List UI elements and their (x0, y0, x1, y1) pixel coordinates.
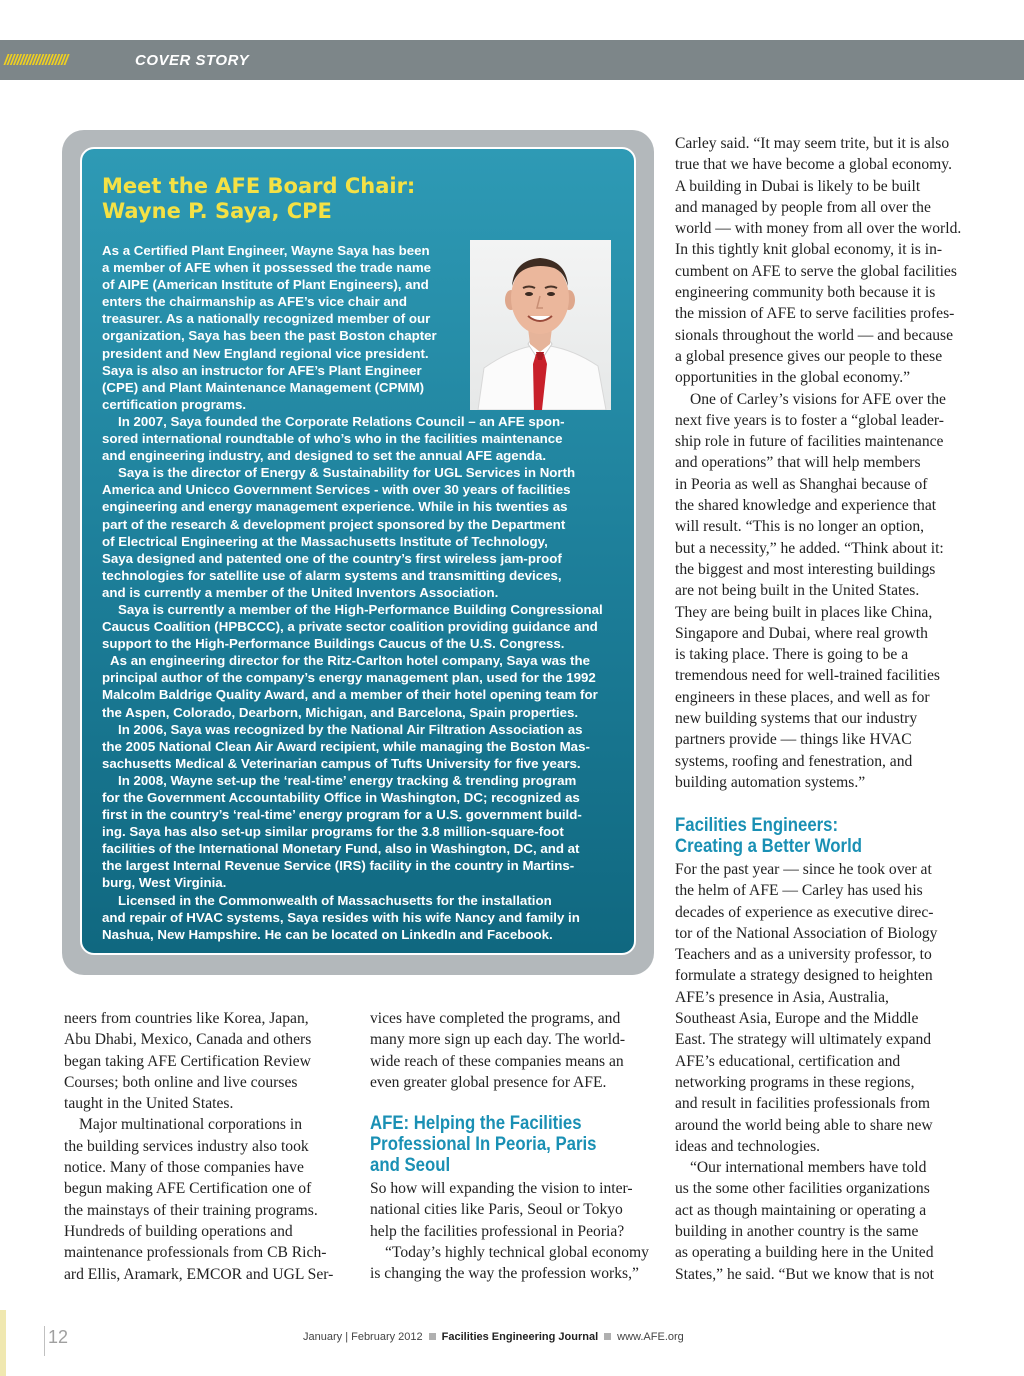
text-line: the mission of AFE to serve facilities profes- (675, 305, 955, 323)
text-line: Singapore and Dubai, where real growth (675, 624, 928, 642)
text-line: neers from countries like Korea, Japan, (64, 1010, 309, 1027)
text-line: wide reach of these companies means an (370, 1052, 624, 1070)
text-line: Saya is also an instructor for AFE’s Plant Engineer (102, 362, 422, 378)
body-column-2-bottom (370, 1178, 660, 1284)
text-line: true that we have become a global economy. (675, 156, 952, 174)
text-line: first in the country’s ‘real-time’ energy program for a U.S. government build- (102, 807, 582, 823)
text-line: “Today’s highly technical global economy (385, 1243, 649, 1261)
text-line: and managed by people from all over the (675, 198, 931, 216)
text-line: building automation systems.” (675, 773, 866, 791)
page-number: 12 (48, 1327, 69, 1347)
section-label: COVER STORY (135, 52, 250, 69)
text-line: facilities of the International Monetary Fund, also in Washington, DC, and at (102, 841, 580, 857)
text-line: engineering and energy management experience. While in his twenties as (102, 499, 568, 515)
footer-separator (604, 1333, 611, 1340)
text-line: sachusetts Medical & Veterinarian campus of Tufts University for five years. (102, 755, 581, 771)
text-line: cumbent on AFE to serve the global facilities (675, 262, 957, 280)
text-line: the biggest and most interesting buildings (675, 560, 936, 578)
text-line: act as though maintaining or operating a (675, 1201, 927, 1219)
edge-strip (0, 1310, 6, 1376)
body-column-3-bottom (675, 859, 975, 1285)
text-line: Abu Dhabi, Mexico, Canada and others (64, 1031, 312, 1049)
text-line: began taking AFE Certification Review (64, 1052, 311, 1070)
heading-line: AFE: Helping the Facilities (370, 1112, 582, 1134)
footer-separator (429, 1333, 436, 1340)
text-line: support to the High-Performance Buildings Caucus of the U.S. Congress. (102, 636, 565, 652)
text-line: around the world being able to share new (675, 1116, 933, 1134)
footer-url: www.AFE.org (617, 1331, 684, 1343)
text-line: Saya designed and patented one of the country’s first wireless jam-proof (102, 550, 562, 566)
text-line: ship role in future of facilities maintenance (675, 433, 944, 451)
text-line: As an engineering director for the Ritz-Carlton hotel company, Saya was the (110, 653, 591, 669)
footer-divider (44, 1326, 45, 1356)
text-line: the building services industry also took (64, 1137, 309, 1155)
text-line: will result. “This is no longer an option, (675, 518, 925, 536)
text-line: the mainstays of their training programs. (64, 1201, 318, 1219)
text-line: enters the chairmanship as AFE’s vice chair and (102, 294, 407, 310)
text-line: organization, Saya has been the past Boston chapter (102, 328, 437, 344)
text-line: national cities like Paris, Seoul or Tokyo (370, 1201, 623, 1219)
sidebar-title (102, 174, 622, 224)
text-line: as operating a building here in the United (675, 1244, 934, 1262)
text-line: is taking place. There is going to be a (675, 646, 909, 664)
text-line: burg, West Virginia. (102, 875, 227, 891)
text-line: a member of AFE when it possessed the trade name (102, 260, 432, 276)
text-line: help the facilities professional in Peoria? (370, 1222, 625, 1240)
text-line: Courses; both online and live courses (64, 1073, 298, 1091)
text-line: technologies for satellite use of alarm systems and transmitting devices, (102, 567, 562, 583)
text-line: Caucus Coalition (HPBCCC), a private sector coalition providing guidance and (102, 619, 598, 635)
text-line: president and New England regional vice president. (102, 345, 429, 361)
text-line: In this tightly knit global economy, it is in- (675, 241, 943, 259)
text-line: the largest Internal Revenue Service (IRS) facility in the country in Martins- (102, 858, 575, 874)
text-line: Southeast Asia, Europe and the Middle (675, 1010, 919, 1028)
text-line: building in another country is the same (675, 1223, 919, 1241)
text-line: for the Government Accountability Office in Washington, DC; recognized as (102, 790, 580, 805)
header-stripes: //////////////////// (4, 52, 68, 69)
text-line: ing. Saya has also set-up similar programs for the 3.8 million-square-foot (102, 824, 564, 840)
sidebar-title-line: Wayne P. Saya, CPE (102, 199, 332, 223)
body-column-1 (64, 1008, 354, 1285)
body-column-3-top (675, 133, 975, 793)
text-line: formulate a strategy designed to heighten (675, 967, 933, 985)
text-line: a global presence gives our people to these (675, 347, 943, 365)
text-line: the shared knowledge and experience that (675, 497, 937, 515)
text-line: and repair of HVAC systems, Saya resides with his wife Nancy and family in (102, 909, 580, 925)
text-line: vices have completed the programs, and (370, 1010, 621, 1027)
heading-line: Facilities Engineers: (675, 814, 839, 836)
text-line: AFE’s educational, certification and (675, 1052, 901, 1070)
text-line: and is currently a member of the United Inventors Association. (102, 584, 499, 600)
text-line: even greater global presence for AFE. (370, 1073, 607, 1091)
footer-info (303, 1331, 684, 1343)
text-line: systems, roofing and fenestration, and (675, 752, 913, 770)
text-line: many more sign up each day. The world- (370, 1031, 626, 1049)
text-line: of AIPE (American Institute of Plant Engineers), and (102, 277, 429, 293)
text-line: the helm of AFE — Carley has used his (675, 882, 923, 900)
text-line: in Peoria as well as Shanghai because of (675, 475, 928, 493)
text-line: Saya is the director of Energy & Sustainability for UGL Services in North (118, 465, 576, 481)
text-line: and engineering industry, and designed to set the annual AFE agenda. (102, 448, 547, 464)
text-line: certification programs. (102, 396, 247, 412)
text-line: In 2007, Saya founded the Corporate Relations Council – an AFE spon- (118, 413, 565, 429)
text-line: Teachers and as a university professor, to (675, 946, 932, 964)
text-line: and result in facilities professionals from (675, 1095, 931, 1113)
heading-line: and Seoul (370, 1154, 451, 1176)
text-line: A building in Dubai is likely to be built (675, 177, 921, 195)
text-line: part of the research & development project sponsored by the Department (102, 516, 566, 532)
text-line: Licensed in the Commonwealth of Massachusetts for the installation (118, 892, 552, 908)
text-line: sionals throughout the world — and because (675, 326, 954, 344)
text-line: next five years is to foster a “global leader- (675, 411, 944, 429)
text-line: taught in the United States. (64, 1095, 234, 1113)
text-line: world — with money from all over the world. (675, 220, 962, 238)
text-line: tremendous need for well-trained facilities (675, 667, 940, 685)
text-line: AFE’s presence in Asia, Australia, (675, 988, 889, 1006)
text-line: of Electrical Engineering at the Massachusetts Institute of Technology, (102, 533, 548, 549)
body-column-2-top (370, 1008, 660, 1093)
text-line: Carley said. “It may seem trite, but it is also (675, 135, 950, 152)
text-line: ideas and technologies. (675, 1137, 821, 1155)
text-line: begun making AFE Certification one of (64, 1180, 312, 1198)
text-line: is changing the way the profession works,” (370, 1265, 639, 1283)
text-line: are not being built in the United States. (675, 582, 920, 600)
text-line: For the past year — since he took over at (675, 861, 932, 878)
text-line: ard Ellis, Aramark, EMCOR and UGL Ser- (64, 1265, 334, 1283)
text-line: engineers in these places, and well as for (675, 688, 930, 706)
sidebar-title-line: Meet the AFE Board Chair: (102, 174, 416, 198)
text-line: As a Certified Plant Engineer, Wayne Saya has been (102, 243, 430, 258)
text-line: States,” he said. “But we know that is not (675, 1265, 934, 1283)
text-line: So how will expanding the vision to inter- (370, 1180, 633, 1197)
text-line: (CPE) and Plant Maintenance Management (CPMM) (102, 379, 425, 395)
text-line: East. The strategy will ultimately expand (675, 1031, 932, 1049)
text-line: us the some other facilities organizations (675, 1180, 930, 1198)
text-line: partners provide — things like HVAC (675, 731, 912, 749)
heading-line: Professional In Peoria, Paris (370, 1133, 597, 1155)
text-line: Malcolm Baldrige Quality Award, and a member of their hotel opening team for (102, 687, 598, 703)
text-line: They are being built in places like China, (675, 603, 933, 621)
text-line: One of Carley’s visions for AFE over the (690, 390, 946, 408)
text-line: engineering community both because it is (675, 284, 936, 302)
text-line: treasurer. As a nationally recognized member of our (102, 311, 431, 327)
text-line: Major multinational corporations in (79, 1116, 303, 1134)
text-line: sored international roundtable of who’s who in the facilities maintenance (102, 431, 563, 447)
text-line: tor of the National Association of Biology (675, 924, 938, 942)
footer-journal: Facilities Engineering Journal (441, 1331, 599, 1343)
text-line: principal author of the company’s energy management plan, used for the 1992 (102, 670, 596, 686)
section-heading-peoria (370, 1113, 660, 1176)
text-line: In 2006, Saya was recognized by the National Air Filtration Association as (118, 721, 583, 737)
text-line: opportunities in the global economy.” (675, 369, 911, 387)
text-line: “Our international members have told (690, 1159, 927, 1177)
text-line: In 2008, Wayne set-up the ‘real-time’ energy tracking & trending program (118, 772, 577, 788)
section-heading-better-world (675, 815, 975, 857)
text-line: Hundreds of building operations and (64, 1222, 293, 1240)
text-line: networking programs in these regions, (675, 1073, 915, 1091)
text-line: America and Unicco Government Services - with over 30 years of facilities (102, 482, 571, 498)
text-line: Nashua, New Hampshire. He can be located on LinkedIn and Facebook. (102, 926, 553, 942)
text-line: and operations” that will help members (675, 454, 921, 472)
text-line: but a necessity,” he added. “Think about it: (675, 539, 944, 557)
sidebar-body (102, 242, 617, 943)
section-header-bar (0, 40, 1024, 80)
text-line: maintenance professionals from CB Rich- (64, 1244, 327, 1262)
footer-issue: January | February 2012 (303, 1331, 423, 1343)
heading-line: Creating a Better World (675, 835, 862, 857)
text-line: new building systems that our industry (675, 710, 918, 728)
text-line: decades of experience as executive direc- (675, 903, 934, 921)
text-line: the 2005 National Clean Air Award recipient, while managing the Boston Mas- (102, 738, 590, 754)
text-line: the Aspen, Colorado, Dearborn, Michigan, and Barcelona, Spain properties. (102, 704, 579, 720)
text-line: Saya is currently a member of the High-Performance Building Congressional (118, 601, 603, 617)
text-line: notice. Many of those companies have (64, 1159, 304, 1177)
